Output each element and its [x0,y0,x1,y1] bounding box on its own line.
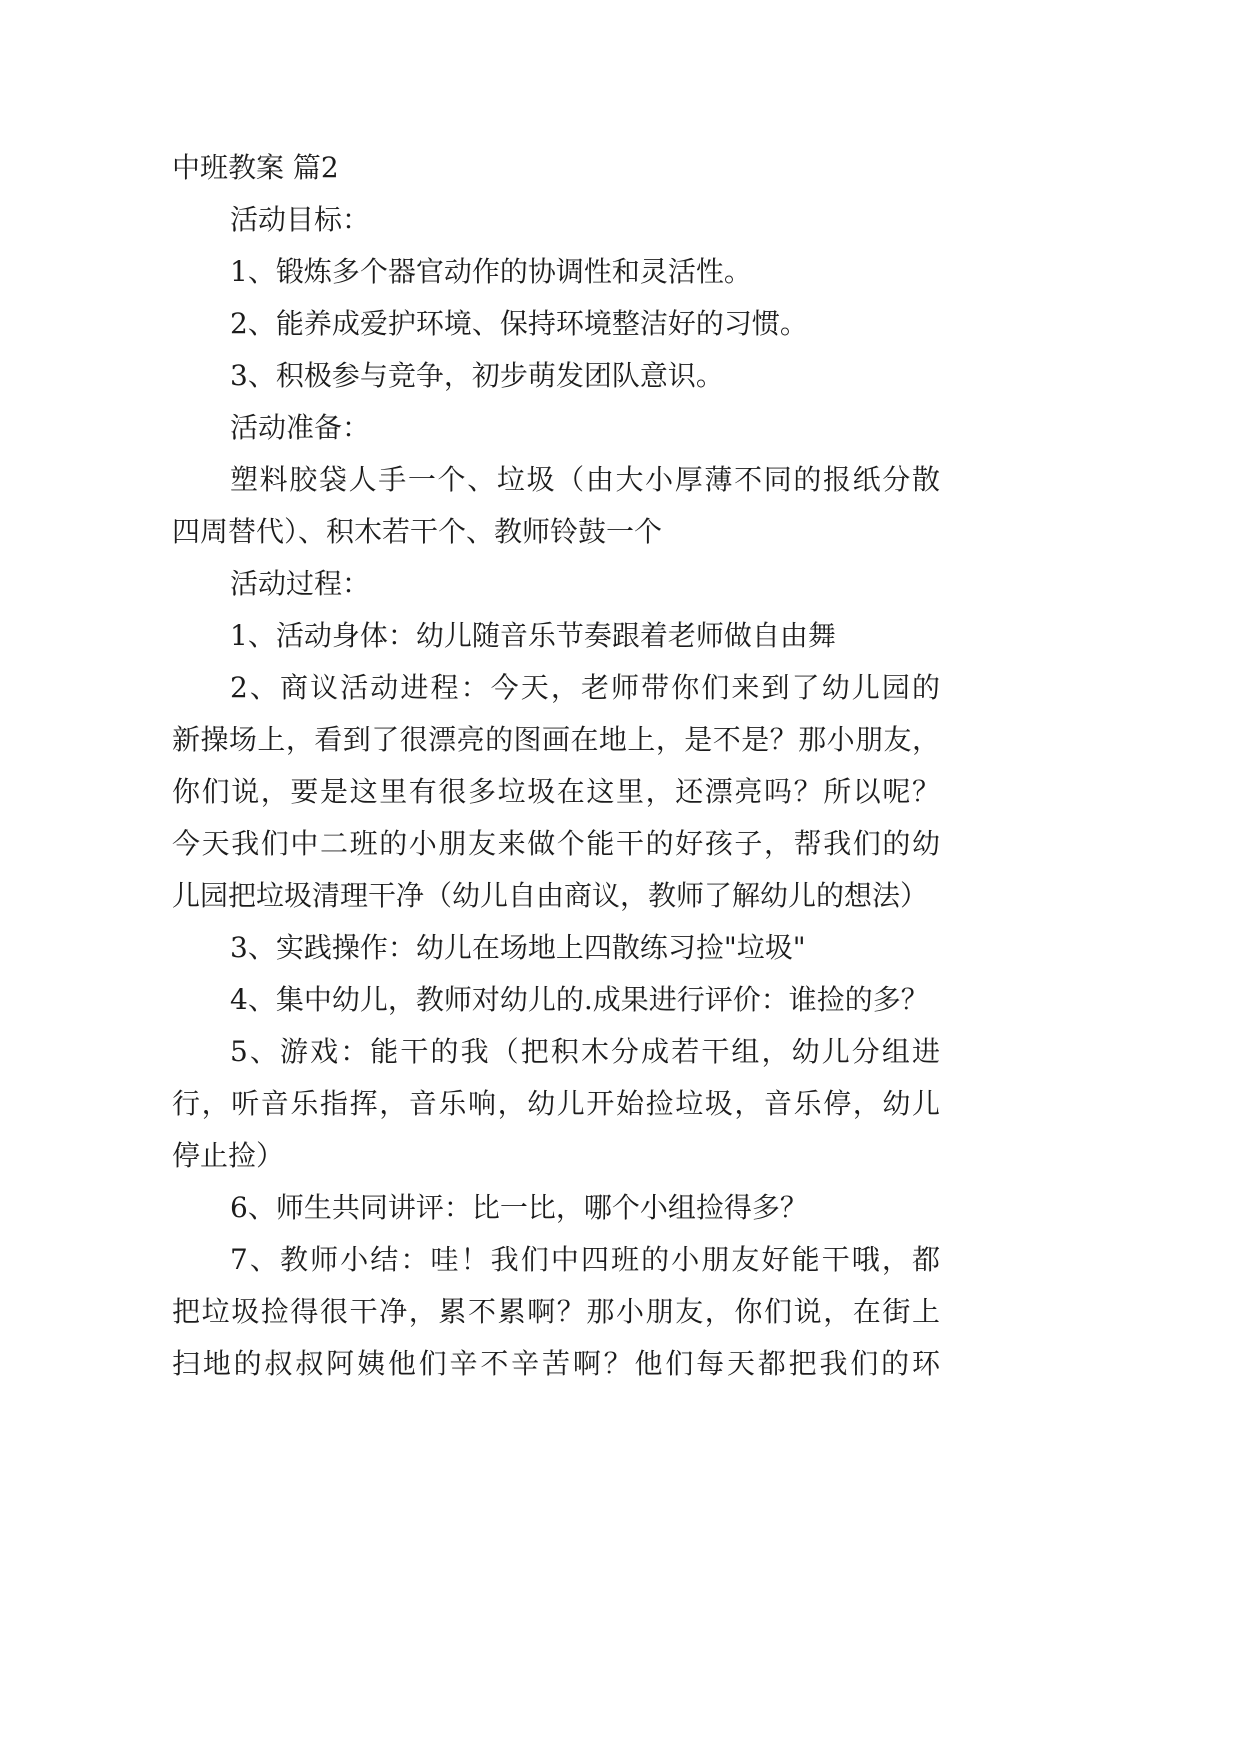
paragraph-line: 四周替代）、积木若干个、教师铃鼓一个 [172,515,663,548]
paragraph-line: 4、集中幼儿，教师对幼儿的.成果进行评价：谁捡的多？ [230,983,929,1016]
paragraph-line: 塑料胶袋人手一个、垃圾（由大小厚薄不同的报纸分散 [230,463,940,496]
document-title: 中班教案 篇2 [172,151,339,184]
paragraph-line: 3、积极参与竞争，初步萌发团队意识。 [230,359,724,392]
paragraph-line: 6、师生共同讲评：比一比，哪个小组捡得多？ [230,1191,808,1224]
paragraph-line: 7、教师小结：哇！我们中四班的小朋友好能干哦，都 [230,1243,940,1276]
paragraph-line: 1、活动身体：幼儿随音乐节奏跟着老师做自由舞 [230,619,836,652]
paragraph-line: 扫地的叔叔阿姨他们辛不辛苦啊？他们每天都把我们的环 [172,1347,940,1380]
document-body [172,142,940,1390]
paragraph-line: 3、实践操作：幼儿在场地上四散练习捡"垃圾" [230,931,806,964]
process-step-5 [172,1026,940,1182]
paragraph-line: 行，听音乐指挥，音乐响，幼儿开始捡垃圾，音乐停，幼儿 [172,1087,940,1120]
paragraph-line: 今天我们中二班的小朋友来做个能干的好孩子，帮我们的幼 [172,827,940,860]
paragraph-line: 1、锻炼多个器官动作的协调性和灵活性。 [230,255,752,288]
section-heading-preparation [172,402,940,454]
process-step-7 [172,1234,940,1390]
paragraph-line: 把垃圾捡得很干净，累不累啊？那小朋友，你们说，在街上 [172,1295,940,1328]
paragraph-line: 新操场上，看到了很漂亮的图画在地上，是不是？那小朋友， [172,723,940,756]
objective-item-1 [172,246,940,298]
process-step-2 [172,662,940,922]
process-step-6 [172,1182,940,1234]
process-step-4 [172,974,940,1026]
process-step-1 [172,610,940,662]
objective-item-2 [172,298,940,350]
preparation-materials [172,454,940,558]
paragraph-line: 5、游戏：能干的我（把积木分成若干组，幼儿分组进 [230,1035,940,1068]
section-heading-process [172,558,940,610]
paragraph-line: 活动准备： [230,411,371,444]
objective-item-3 [172,350,940,402]
paragraph-line: 你们说，要是这里有很多垃圾在这里，还漂亮吗？所以呢？ [172,775,940,808]
paragraph-line: 停止捡） [172,1139,285,1172]
paragraph-line: 活动目标： [230,203,371,236]
paragraph-line: 活动过程： [230,567,371,600]
paragraph-line: 2、能养成爱护环境、保持环境整洁好的习惯。 [230,307,808,340]
paragraph-line: 儿园把垃圾清理干净（幼儿自由商议，教师了解幼儿的想法） [172,879,929,912]
paragraph-line: 2、商议活动进程：今天，老师带你们来到了幼儿园的 [230,671,940,704]
section-heading-objectives [172,194,940,246]
process-step-3 [172,922,940,974]
